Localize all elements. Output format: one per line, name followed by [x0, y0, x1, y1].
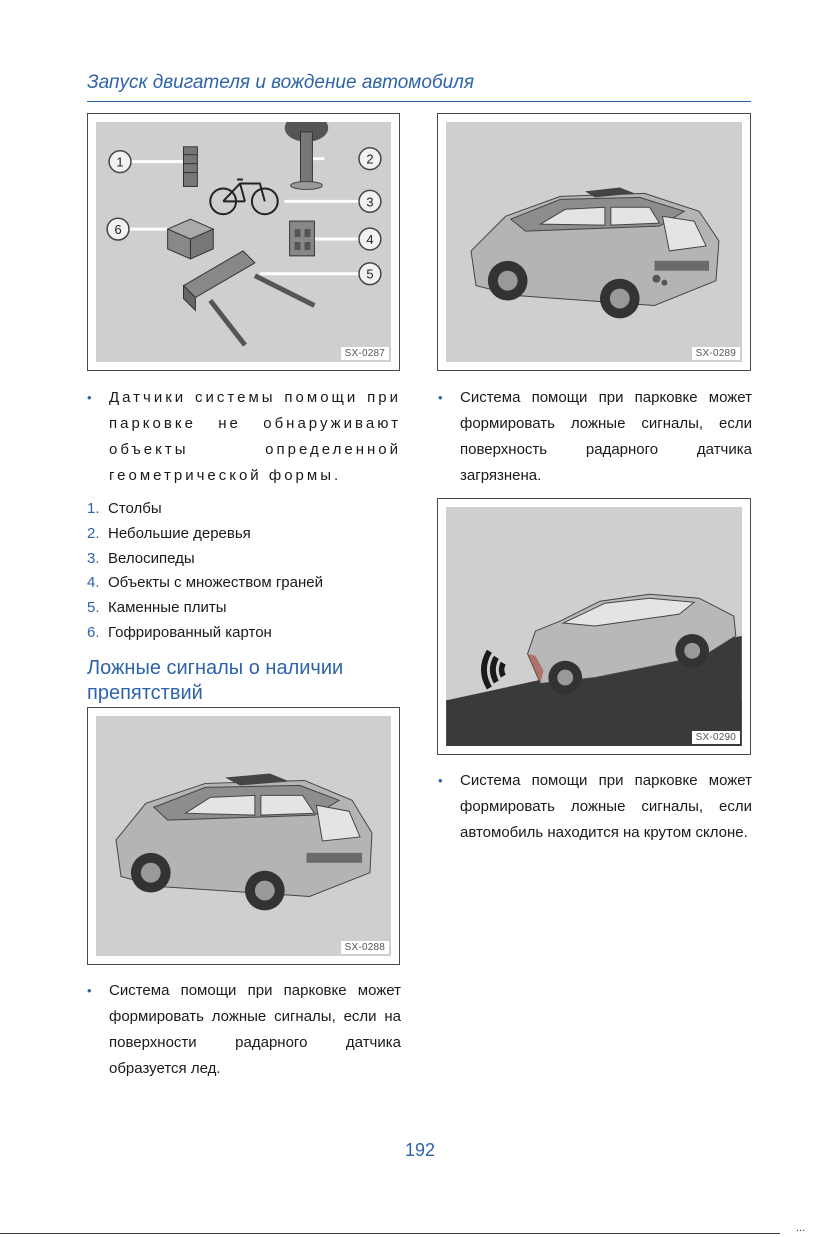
bullet-geometric-objects — [87, 385, 401, 489]
callout-1: 1 — [116, 154, 124, 170]
figure-ice-sensor — [87, 707, 400, 965]
figure-steep-slope — [437, 498, 751, 755]
undetectable-objects-illustration — [96, 122, 391, 362]
header-divider — [87, 101, 751, 102]
suv-rear-illustration — [96, 716, 391, 956]
page-header-title: Запуск двигателя и вождение автомобиля — [87, 72, 475, 93]
list-item: 6. Гофрированный картон — [87, 623, 272, 641]
figure-panel — [96, 716, 391, 956]
figure-code: SX-0288 — [341, 941, 389, 954]
object-list — [87, 497, 323, 646]
figure-code: SX-0290 — [692, 731, 740, 744]
figure-dirty-sensor — [437, 113, 751, 371]
list-item: 1. Столбы — [87, 500, 162, 517]
page-number: 192 — [404, 1140, 436, 1160]
list-item: 2. Небольшие деревья — [87, 524, 251, 542]
section-heading: Ложные сигналы о наличии препятствий — [87, 657, 344, 704]
figure-panel — [96, 122, 391, 362]
callout-2: 2 — [366, 151, 374, 167]
figure-undetectable-objects — [87, 113, 400, 371]
figure-code: SX-0289 — [692, 347, 740, 360]
callout-5: 5 — [366, 266, 374, 282]
callout-4: 4 — [366, 231, 374, 247]
bullet-text: Система помощи при парковке может формировать ложные сигналы, если поверхность радарного датчика загрязнена. — [460, 389, 752, 484]
bullet-dirty-sensor — [438, 385, 752, 489]
figure-panel — [446, 122, 742, 362]
callout-6: 6 — [114, 222, 122, 238]
bullet-marker: • — [438, 390, 443, 405]
list-item: 4. Объекты с множеством граней — [87, 574, 323, 592]
bullet-marker: • — [87, 390, 95, 405]
bullet-text: Система помощи при парковке может формировать ложные сигналы, если автомобиль находится на крутом склоне. — [460, 772, 752, 841]
callout-3: 3 — [366, 194, 374, 210]
bullet-text: Датчики системы помощи при парковке не обнаруживают объекты определенной геометрической формы. — [109, 389, 401, 484]
list-item: 3. Велосипеды — [87, 549, 195, 567]
footer-ellipsis: ... — [796, 1222, 806, 1234]
figure-code: SX-0287 — [341, 347, 389, 360]
bullet-steep-slope — [438, 768, 752, 846]
list-item: 5. Каменные плиты — [87, 599, 227, 617]
bullet-text: Система помощи при парковке может формировать ложные сигналы, если на поверхности радарного датчика образуется лед. — [109, 982, 401, 1077]
bullet-marker: • — [87, 983, 92, 998]
figure-panel — [446, 507, 742, 746]
bullet-ice-on-sensor — [87, 978, 401, 1082]
footer-divider — [0, 1233, 780, 1234]
bullet-marker: • — [438, 773, 443, 788]
car-on-slope-illustration — [446, 507, 742, 746]
suv-rear-illustration — [446, 122, 742, 362]
